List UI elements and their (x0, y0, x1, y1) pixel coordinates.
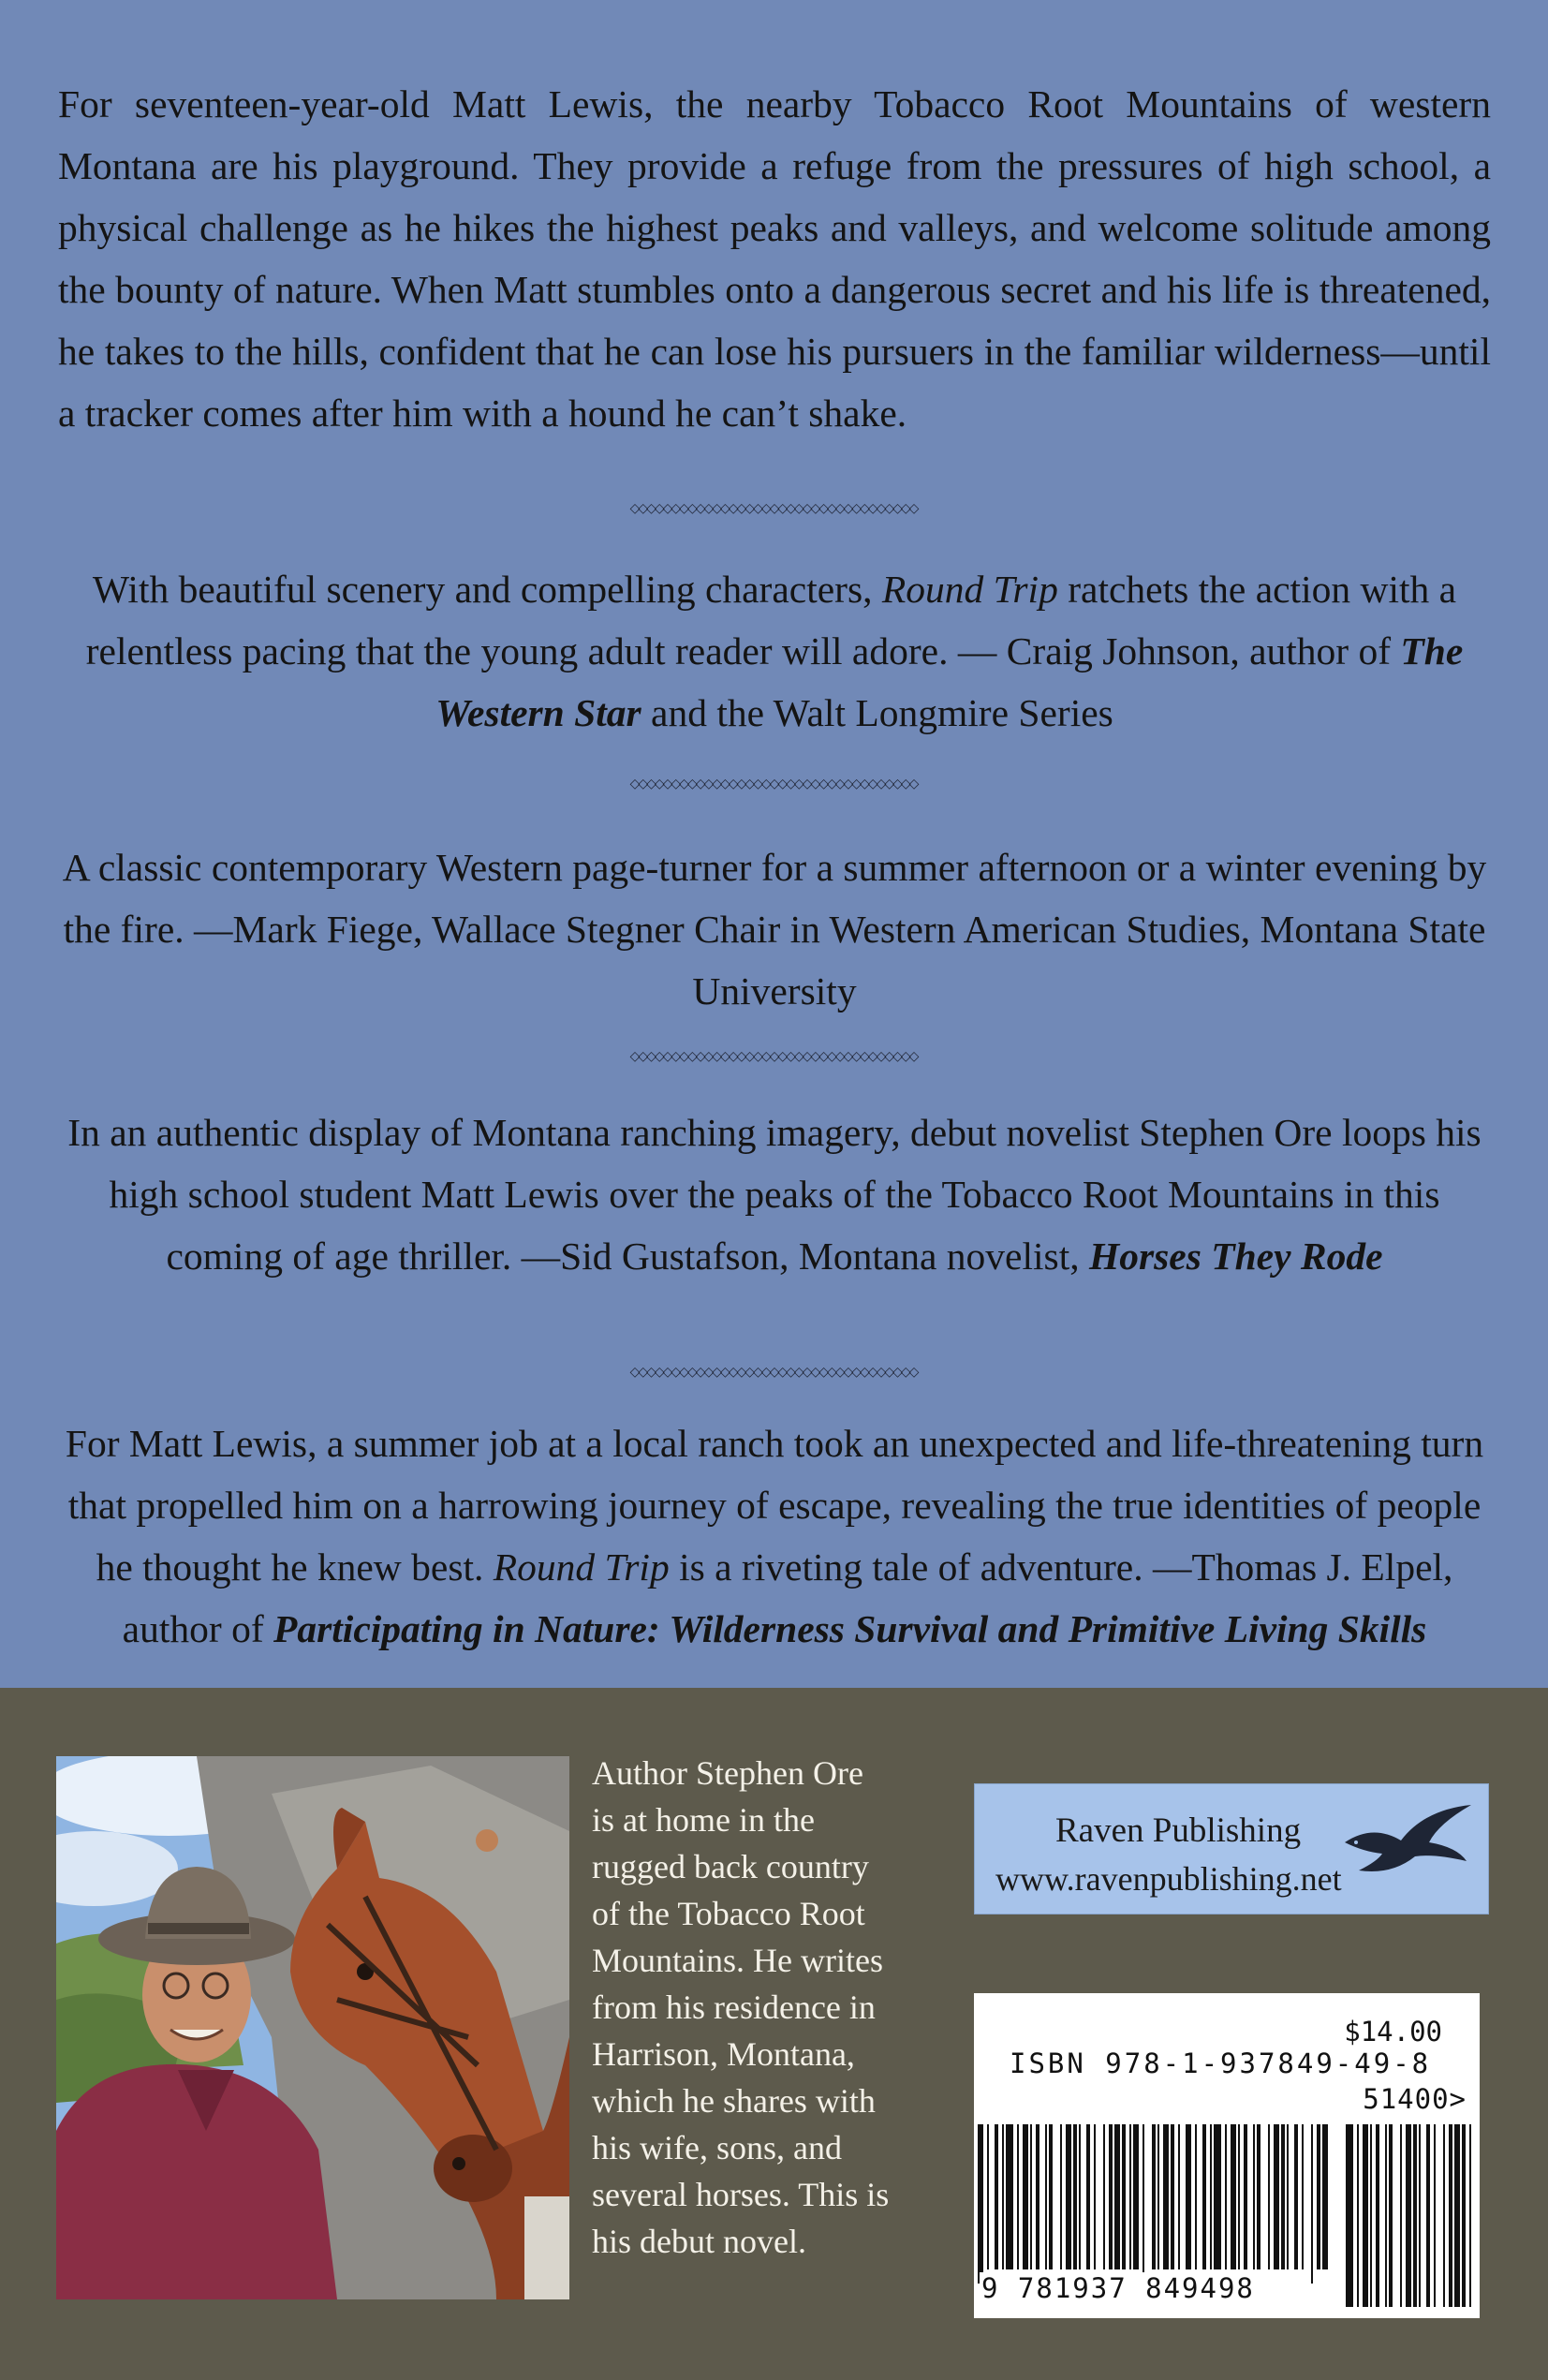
review-quote-mark-fiege (58, 836, 1491, 1022)
barcode-bar (1066, 2124, 1071, 2269)
ornament-divider: ◇◇◇◇◇◇◇◇◇◇◇◇◇◇◇◇◇◇◇◇◇◇◇◇◇◇◇◇◇◇◇◇◇◇◇ (629, 1366, 918, 1379)
publisher-url: www.ravenpublishing.net (995, 1860, 1342, 1898)
barcode-bar (1231, 2124, 1236, 2269)
barcode-bar (1129, 2124, 1131, 2269)
addon-bar (1413, 2124, 1417, 2307)
addon-bar (1346, 2124, 1353, 2307)
addon-bar (1434, 2124, 1436, 2307)
barcode-bar (995, 2124, 998, 2269)
review-quote-craig-johnson (58, 558, 1491, 744)
addon-bar (1454, 2124, 1460, 2307)
barcode-bar (1157, 2124, 1159, 2269)
barcode-bar (1287, 2124, 1289, 2269)
author-bio (592, 1750, 938, 2265)
barcode-bar (1036, 2124, 1039, 2269)
barcode-bar (1317, 2124, 1320, 2269)
barcode-bar (1143, 2124, 1144, 2284)
barcode-bar (1210, 2124, 1212, 2269)
quote-text: and the Walt Longmire Series (641, 691, 1113, 734)
barcode-bar (1257, 2124, 1261, 2269)
price-addon-code: 51400> (1363, 2083, 1467, 2115)
barcode-bar (987, 2124, 989, 2269)
quote-text: ratchets the action with a relentless pacing that the young adult reader will adore. — Craig Johnson, author of (85, 568, 1457, 673)
publisher-name: Raven Publishing (1055, 1811, 1302, 1850)
addon-bar (1357, 2124, 1359, 2307)
cited-book-title: The Western Star (435, 629, 1464, 734)
quote-text: With beautiful scenery and compelling characters, (92, 568, 882, 611)
publisher-badge (974, 1783, 1489, 1914)
addon-bar (1376, 2124, 1379, 2307)
quote-text: A classic contemporary Western page-turner for a summer afternoon or a winter evening by the fire. —Mark Fiege, Wallace Stegner Chair in Western American Studies, Montana State University (62, 846, 1487, 1013)
barcode-bar (1294, 2124, 1298, 2269)
addon-bar (1449, 2124, 1452, 2307)
barcode-bar (1079, 2124, 1081, 2269)
barcode-bar (1225, 2124, 1227, 2269)
book-title-italic: Round Trip (881, 568, 1058, 611)
isbn-label: ISBN 978-1-937849-49-8 (1010, 2047, 1432, 2079)
barcode-bar (1006, 2124, 1013, 2269)
barcode-bar (1163, 2124, 1169, 2269)
barcode-bar (1202, 2124, 1206, 2269)
addon-bar (1406, 2124, 1411, 2307)
ornament-divider: ◇◇◇◇◇◇◇◇◇◇◇◇◇◇◇◇◇◇◇◇◇◇◇◇◇◇◇◇◇◇◇◇◇◇◇ (629, 1050, 918, 1063)
addon-bar (1419, 2124, 1421, 2307)
barcode-bar (1281, 2124, 1285, 2269)
synopsis-paragraph (58, 73, 1491, 444)
barcode-bar (1133, 2124, 1139, 2269)
barcode-bar (1086, 2124, 1090, 2269)
review-quote-thomas-elpel (58, 1412, 1491, 1660)
cited-book-title: Horses They Rode (1088, 1234, 1383, 1278)
barcode-bar (1322, 2124, 1328, 2269)
barcode-bar (1238, 2124, 1240, 2269)
barcode-bar (978, 2124, 983, 2284)
review-quote-sid-gustafson (58, 1101, 1491, 1287)
addon-bar (1389, 2124, 1393, 2307)
barcode-bar (1186, 2124, 1191, 2269)
barcode-bar (1214, 2124, 1221, 2269)
quote-text: In an authentic display of Montana ranching imagery, debut novelist Stephen Ore loops his high school student Matt Lewis over the peaks of the Tobacco Root Mountains in this coming of age thriller. —Sid Gustafson, Montana novelist, (67, 1111, 1482, 1278)
addon-bar (1443, 2124, 1445, 2307)
barcode-bar (1244, 2124, 1247, 2269)
barcode-bar (1311, 2124, 1313, 2284)
barcode-bar (1002, 2124, 1004, 2269)
barcode-bar (1060, 2124, 1062, 2269)
barcode-bar (1049, 2124, 1053, 2269)
addon-bar (1469, 2124, 1471, 2307)
barcode-bar (1268, 2124, 1270, 2269)
ornament-divider: ◇◇◇◇◇◇◇◇◇◇◇◇◇◇◇◇◇◇◇◇◇◇◇◇◇◇◇◇◇◇◇◇◇◇◇ (629, 777, 918, 791)
raven-bird-icon (1335, 1805, 1476, 1880)
barcode-bar (1274, 2124, 1279, 2269)
cited-book-title: Participating in Nature: Wilderness Survival and Primitive Living Skills (273, 1607, 1427, 1650)
barcode-bar (1152, 2124, 1156, 2269)
book-title-italic: Round Trip (493, 1545, 670, 1589)
barcode-bar (1253, 2124, 1255, 2269)
quote-text: For Matt Lewis, a summer job at a local ranch took an unexpected and life-threatening turn that propelled him on a harrowing journey of escape, revealing the true identities of people he thought he knew best. (65, 1422, 1484, 1589)
addon-bar (1363, 2124, 1368, 2307)
barcode-bars (974, 1993, 1480, 2318)
author-bio-text: Author Stephen Ore is at home in the rugged back country of the Tobacco Root Mountains. He writes from his residence in Harrison, Montana, which he shares with his wife, sons, and several horses. This is his debut novel. (592, 1754, 890, 2260)
quote-text: is a riveting tale of adventure. —Thomas J. Elpel, author of (122, 1545, 1453, 1650)
addon-bar (1426, 2124, 1430, 2307)
barcode-bar (1302, 2124, 1304, 2269)
ornament-divider: ◇◇◇◇◇◇◇◇◇◇◇◇◇◇◇◇◇◇◇◇◇◇◇◇◇◇◇◇◇◇◇◇◇◇◇ (629, 502, 918, 515)
addon-bar (1462, 2124, 1466, 2307)
addon-bar (1385, 2124, 1387, 2307)
barcode-bar (1195, 2124, 1197, 2269)
addon-bar (1370, 2124, 1372, 2307)
barcode-bar (1114, 2124, 1120, 2269)
author-photo (56, 1756, 569, 2299)
barcode-bar (1171, 2124, 1174, 2269)
barcode-bar (1017, 2124, 1019, 2269)
isbn-barcode (974, 1993, 1480, 2318)
synopsis-text: For seventeen-year-old Matt Lewis, the nearby Tobacco Root Mountains of western Montana are his playground. They provide a refuge from the pressures of high school, a physical challenge as he hikes the highest peaks and valleys, and welcome solitude among the bounty of nature. When Matt stumbles onto a dangerous secret and his life is threatened, he takes to the hills, confident that he can lose his pursuers in the familiar wilderness—until a tracker comes after him with a hound he can’t shake. (58, 82, 1491, 435)
ean-digits: 9 781937 849498 (981, 2272, 1255, 2304)
barcode-bar (1073, 2124, 1077, 2269)
barcode-bar (1094, 2124, 1096, 2269)
barcode-bar (1023, 2124, 1028, 2269)
barcode-bar (1178, 2124, 1180, 2269)
barcode-bar (1030, 2124, 1032, 2269)
barcode-bar (1122, 2124, 1126, 2269)
barcode-bar (1045, 2124, 1047, 2269)
price-label: $14.00 (1344, 2016, 1442, 2047)
barcode-bar (1103, 2124, 1105, 2269)
barcode-bar (1109, 2124, 1113, 2269)
addon-bar (1400, 2124, 1402, 2307)
